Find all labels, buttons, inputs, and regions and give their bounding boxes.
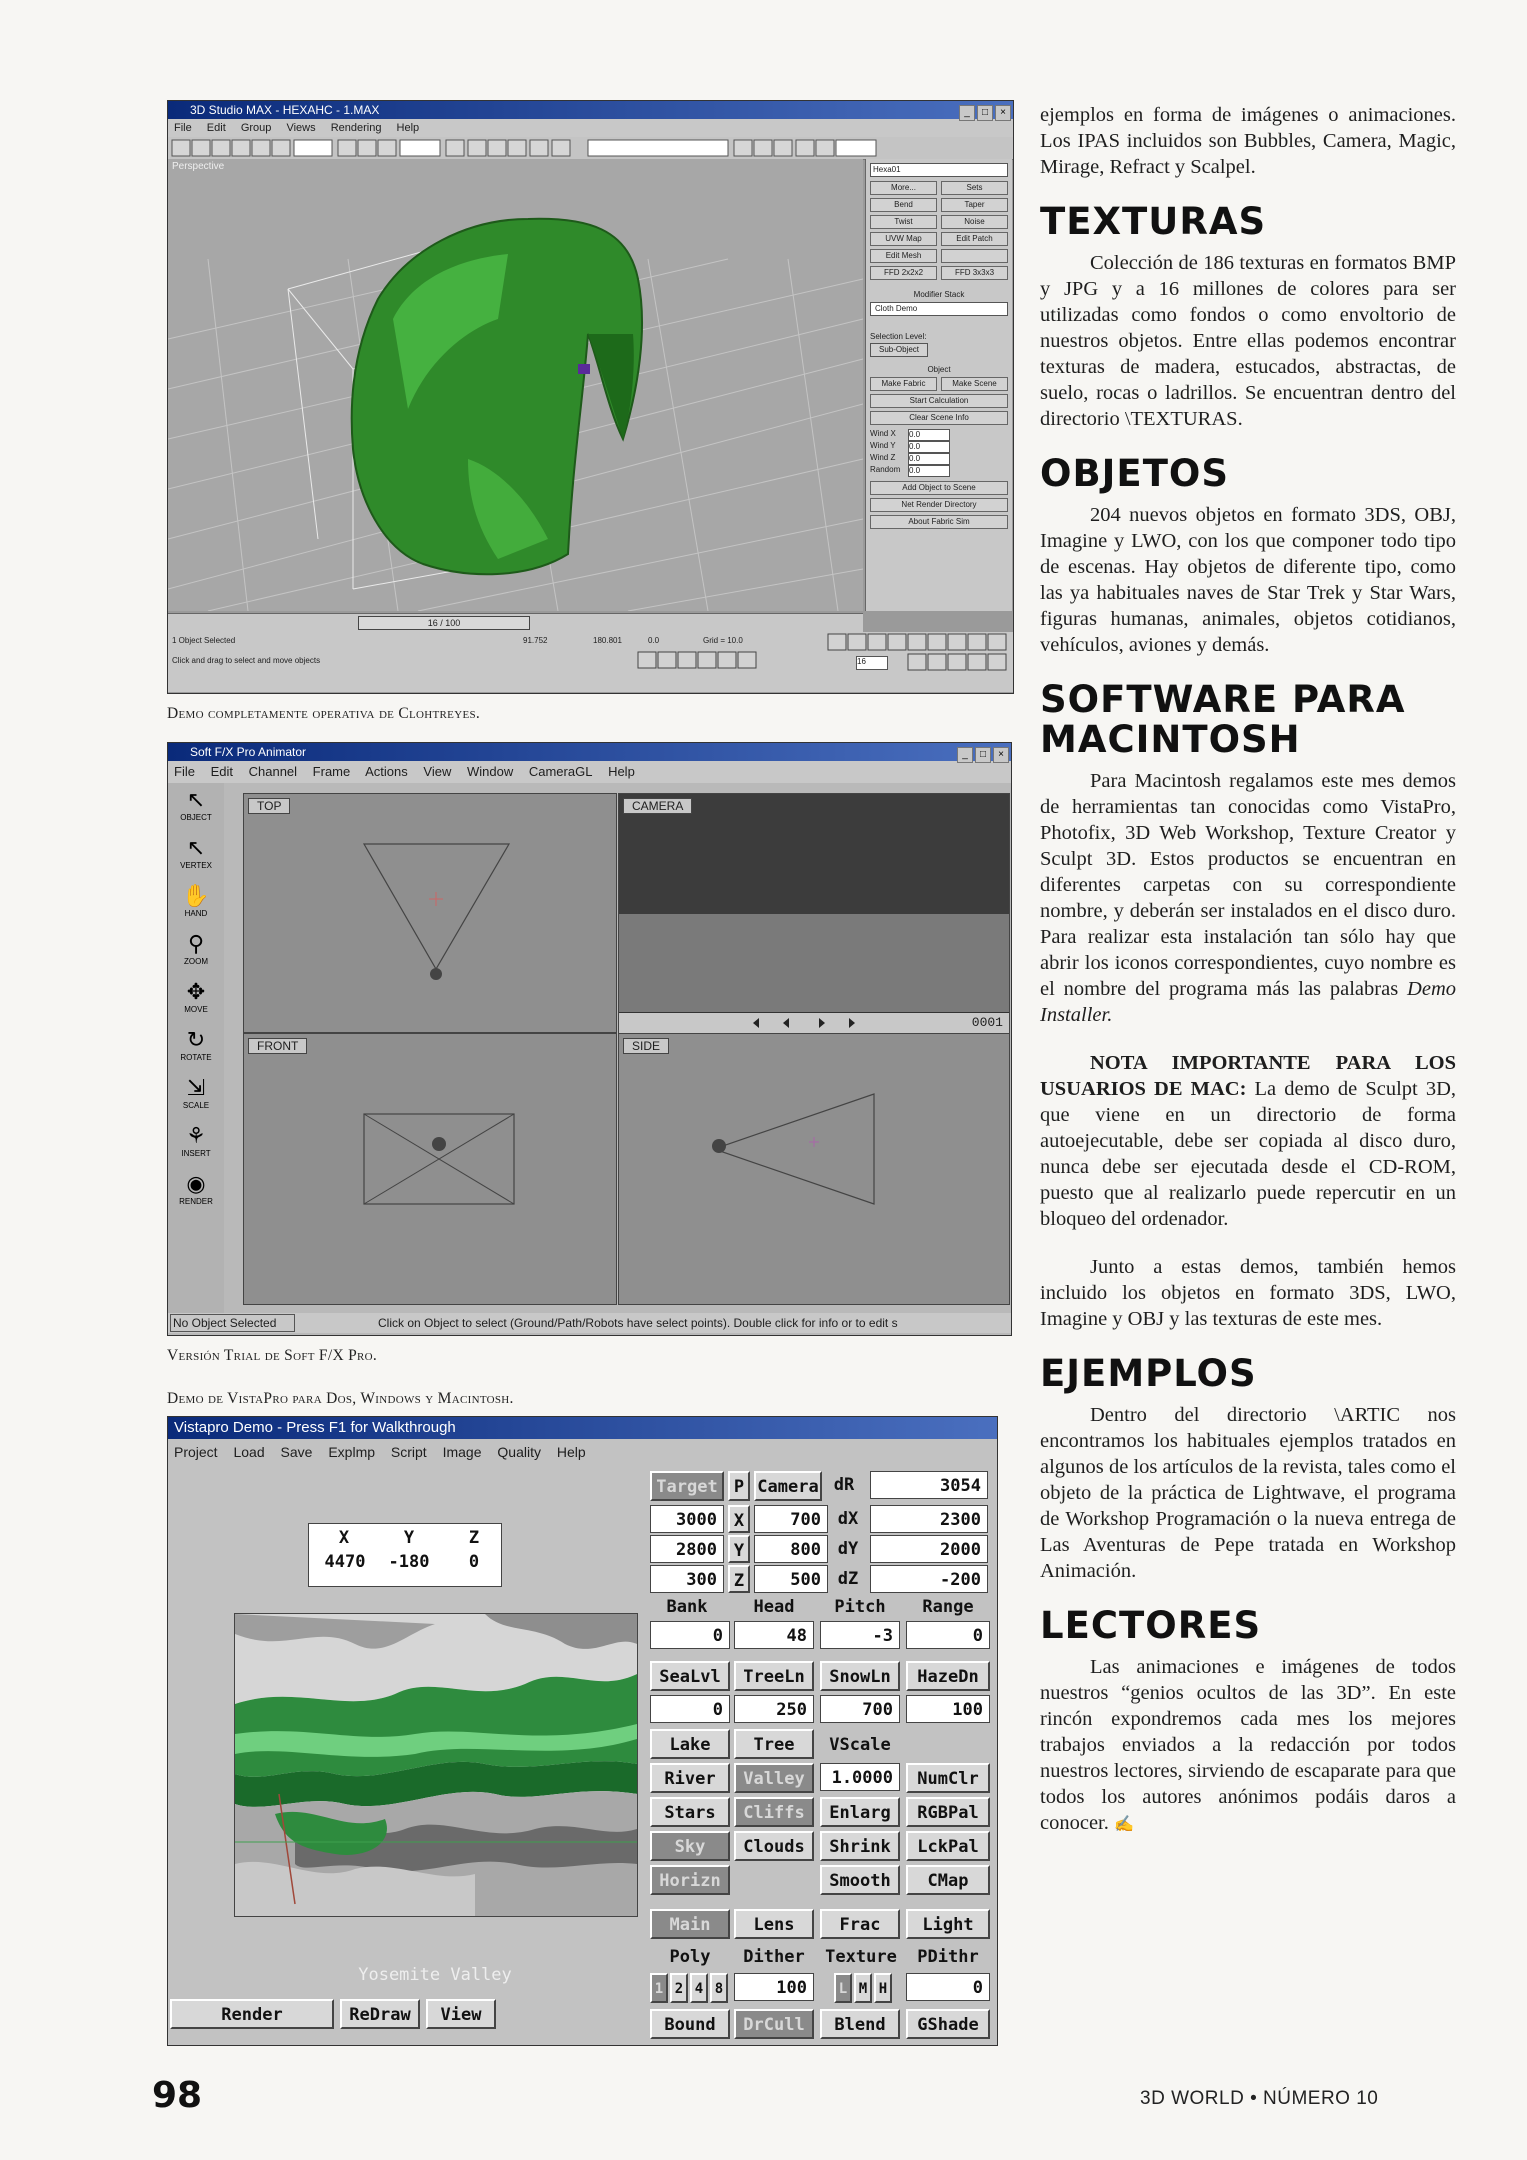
taper-button[interactable]: Taper xyxy=(941,198,1008,212)
coord-y: 180.801 xyxy=(593,636,622,645)
dx-value[interactable]: 2300 xyxy=(870,1505,988,1533)
tool-hand[interactable] xyxy=(168,883,224,918)
menu-project[interactable]: Project xyxy=(174,1444,218,1460)
softfx-menubar xyxy=(168,761,1011,783)
texturas-paragraph: Colección de 186 texturas en formatos BMP y JPG y a 16 millones de colores para ser utilizadas como fondos o como envoltorio de nuestros objetos. Entre ellas podemos encontrar texturas de madera, estucados, abstractas, de suelo, rocas o ladrillos. Se encuentran dentro del directorio \TEXTURAS. xyxy=(1040,252,1456,430)
menu-save[interactable]: Save xyxy=(280,1444,313,1460)
close-icon[interactable]: × xyxy=(995,105,1011,121)
lectores-text: Las animaciones e imágenes de todos nuestros “genios ocultos de las 3D”. En este rincón expondremos cada mes los mejores trabajos enviados a la redacción por todos nuestros lectores, sirviendo de escaparate para que todos los autores anónimos podáis daros a conocer. xyxy=(1040,1656,1456,1834)
sub-object-button[interactable]: Sub-Object xyxy=(870,343,928,357)
viewport-camera-label: CAMERA xyxy=(623,798,692,814)
bank-value[interactable]: 0 xyxy=(650,1621,730,1649)
studio-titlebar xyxy=(168,101,1013,119)
tool-move[interactable] xyxy=(168,979,224,1014)
valley-button[interactable]: Valley xyxy=(734,1763,814,1793)
dither-value[interactable]: 100 xyxy=(734,1973,814,2001)
tool-scale[interactable] xyxy=(168,1075,224,1110)
coord-x-value: 4470 xyxy=(324,1552,366,1572)
tool-object[interactable] xyxy=(168,787,224,822)
tool-label: HAND xyxy=(184,909,208,918)
ffd-3-button[interactable]: FFD 3x3x3 xyxy=(941,266,1008,280)
wind-x-field[interactable]: 0.0 xyxy=(908,429,950,441)
menu-rendering[interactable]: Rendering xyxy=(330,122,382,134)
heading-texturas: TEXTURAS xyxy=(1040,200,1267,243)
coord-x-label: X xyxy=(338,1528,350,1548)
random-label: Random xyxy=(870,465,901,474)
dz-value[interactable]: -200 xyxy=(870,1565,988,1593)
coord-z-value: 0 xyxy=(468,1552,480,1572)
softfx-screenshot xyxy=(167,742,1012,1336)
timeline-bar[interactable] xyxy=(619,1012,1009,1033)
vistapro-menubar xyxy=(168,1439,997,1465)
tree-button[interactable]: Tree xyxy=(734,1729,814,1759)
vscale-value[interactable]: 1.0000 xyxy=(820,1763,900,1791)
softfx-title: Soft F/X Pro Animator xyxy=(190,745,307,759)
wind-z-label: Wind Z xyxy=(870,453,896,462)
twist-button[interactable]: Twist xyxy=(870,215,937,229)
nota-body: La demo de Sculpt 3D, que viene en un directorio de forma autoejecutable, debe ser copiada al disco duro, nunca debe ser ejecutada desde el CD-ROM, puesto que al realizarlo puede repercutir en un bloqueo del ordenador. xyxy=(1040,1078,1456,1230)
frame-indicator[interactable]: 16 / 100 xyxy=(358,616,530,630)
menu-file[interactable]: File xyxy=(174,764,195,779)
camera-z-value[interactable]: 500 xyxy=(754,1565,828,1593)
insert-icon: ⚘ xyxy=(186,1123,206,1148)
random-field[interactable]: 0.0 xyxy=(908,465,950,477)
softfx-window-controls xyxy=(955,744,1009,763)
frame-counter: 0001 xyxy=(971,1015,1003,1030)
tool-vertex[interactable] xyxy=(168,835,224,870)
nota-paragraph xyxy=(1040,1050,1456,1232)
target-button[interactable]: Target xyxy=(650,1471,724,1501)
sealvl-value[interactable]: 0 xyxy=(650,1695,730,1723)
drcull-button[interactable]: DrCull xyxy=(734,2009,814,2039)
menu-views[interactable]: Views xyxy=(286,122,316,134)
dy-value[interactable]: 2000 xyxy=(870,1535,988,1563)
heading-objetos: OBJETOS xyxy=(1040,452,1230,495)
y-button[interactable]: Y xyxy=(728,1535,750,1563)
texture-h-button[interactable]: H xyxy=(874,1973,892,2003)
sealvl-button[interactable]: SeaLvl xyxy=(650,1661,730,1691)
demo-installer-text: Demo Installer. xyxy=(1040,978,1457,1026)
wind-params xyxy=(870,429,1008,477)
hazedn-value[interactable]: 100 xyxy=(906,1695,990,1723)
menu-help[interactable]: Help xyxy=(396,122,420,134)
treeln-button[interactable]: TreeLn xyxy=(734,1661,814,1691)
wind-x-label: Wind X xyxy=(870,429,896,438)
studio-screenshot xyxy=(167,100,1014,694)
snowln-value[interactable]: 700 xyxy=(820,1695,900,1723)
blend-button[interactable]: Blend xyxy=(820,2009,900,2039)
map-panel xyxy=(168,1465,648,2045)
tool-insert[interactable] xyxy=(168,1123,224,1158)
vistapro-title: Vistapro Demo - Press F1 for Walkthrough xyxy=(174,1419,456,1436)
dy-label: dY xyxy=(837,1539,859,1559)
ejemplos-paragraph: Dentro del directorio \ARTIC nos encontramos los habituales ejemplos tratados en algunos de los artículos de la revista, tales como el objeto de la práctica de Lightwave, el programa de Workshop Programación o la nueva entrega de Las Aventuras de Pepe tratada en Workshop Animación. xyxy=(1040,1404,1456,1582)
x-button[interactable]: X xyxy=(728,1505,750,1533)
target-x-value[interactable]: 3000 xyxy=(650,1505,724,1533)
view-button[interactable]: View xyxy=(426,1999,496,2029)
viewport-side[interactable] xyxy=(618,1033,1010,1305)
snowln-button[interactable]: SnowLn xyxy=(820,1661,900,1691)
coord-z: 0.0 xyxy=(648,636,660,645)
bound-button[interactable]: Bound xyxy=(650,2009,730,2039)
add-object-button[interactable]: Add Object to Scene xyxy=(870,481,1008,495)
edit-patch-button[interactable]: Edit Patch xyxy=(941,232,1008,246)
maximize-icon[interactable]: □ xyxy=(975,747,991,763)
side-view-camera xyxy=(619,1034,1009,1304)
viewport-front[interactable] xyxy=(243,1033,617,1305)
treeln-value[interactable]: 250 xyxy=(734,1695,814,1723)
hand-icon: ✋ xyxy=(182,883,210,908)
toolbox xyxy=(168,783,224,1313)
range-label: Range xyxy=(922,1597,974,1617)
horizn-button[interactable]: Horizn xyxy=(650,1865,730,1895)
ffd-2-button[interactable]: FFD 2x2x2 xyxy=(870,266,937,280)
tool-zoom[interactable] xyxy=(168,931,224,966)
minimize-icon[interactable]: _ xyxy=(957,747,973,763)
grid-size: Grid = 10.0 xyxy=(703,636,743,645)
cmap-button[interactable]: CMap xyxy=(906,1865,990,1895)
stars-button[interactable]: Stars xyxy=(650,1797,730,1827)
start-calculation-button[interactable]: Start Calculation xyxy=(870,394,1008,408)
poly-8-button[interactable]: 8 xyxy=(710,1973,728,2003)
bend-button[interactable]: Bend xyxy=(870,198,937,212)
menu-load[interactable]: Load xyxy=(233,1444,265,1460)
menu-script[interactable]: Script xyxy=(390,1444,427,1460)
status-selection: No Object Selected xyxy=(170,1314,295,1332)
vertex-arrow-icon: ↖ xyxy=(186,835,206,860)
lckpal-button[interactable]: LckPal xyxy=(906,1831,990,1861)
status-prompt: Click and drag to select and move objects xyxy=(172,656,321,665)
smooth-button[interactable]: Smooth xyxy=(820,1865,900,1895)
head-label: Head xyxy=(753,1597,795,1617)
front-view-camera xyxy=(244,1034,616,1304)
playback-controls[interactable] xyxy=(168,632,1013,692)
texture-l-button[interactable]: L xyxy=(834,1973,852,2003)
dr-value[interactable]: 3054 xyxy=(870,1471,988,1499)
sky-button[interactable]: Sky xyxy=(650,1831,730,1861)
bank-label: Bank xyxy=(666,1597,708,1617)
studio-title: 3D Studio MAX - HEXAHC - 1.MAX xyxy=(190,103,380,117)
vistapro-titlebar xyxy=(168,1417,997,1439)
heading-lectores: LECTORES xyxy=(1040,1604,1262,1647)
viewport-camera[interactable] xyxy=(618,793,1010,1033)
magazine-footer: 3D WORLD • NÚMERO 10 xyxy=(1140,2088,1379,2109)
light-button[interactable]: Light xyxy=(906,1909,990,1939)
menu-edit[interactable]: Edit xyxy=(210,764,233,779)
intro-paragraph: ejemplos en forma de imágenes o animaciones. Los IPAS incluidos son Bubbles, Camera, Magic, Mirage, Refract y Scalpel. xyxy=(1040,104,1456,178)
minimize-icon[interactable]: _ xyxy=(959,105,975,121)
main-button[interactable]: Main xyxy=(650,1909,730,1939)
about-button[interactable]: About Fabric Sim xyxy=(870,515,1008,529)
wind-y-label: Wind Y xyxy=(870,441,896,450)
rgbpal-button[interactable]: RGBPal xyxy=(906,1797,990,1827)
clouds-button[interactable]: Clouds xyxy=(734,1831,814,1861)
playback-icons[interactable] xyxy=(749,1013,1009,1033)
render-icon: ◉ xyxy=(186,1171,206,1196)
command-panel xyxy=(865,159,1012,611)
magnifier-icon: ⚲ xyxy=(187,931,205,956)
move-icon: ✥ xyxy=(186,979,206,1004)
empty-button[interactable] xyxy=(941,249,1008,263)
more-button[interactable]: More... xyxy=(870,181,937,195)
vistapro-screenshot xyxy=(167,1416,998,2046)
nota-title: NOTA IMPORTANTE PARA LOS USUARIOS DE MAC: xyxy=(1040,1052,1456,1100)
map-location-label: Yosemite Valley xyxy=(358,1965,512,1985)
sets-button[interactable]: Sets xyxy=(941,181,1008,195)
heading-ejemplos: EJEMPLOS xyxy=(1040,1352,1257,1395)
target-z-value[interactable]: 300 xyxy=(650,1565,724,1593)
menu-quality[interactable]: Quality xyxy=(497,1444,541,1460)
lens-button[interactable]: Lens xyxy=(734,1909,814,1939)
studio-toolbar xyxy=(168,137,1013,160)
wind-y-field[interactable]: 0.0 xyxy=(908,441,950,453)
pdithr-value[interactable]: 0 xyxy=(906,1973,990,2001)
tool-label: ROTATE xyxy=(180,1053,212,1062)
menu-help[interactable]: Help xyxy=(556,1444,586,1460)
edit-mesh-button[interactable]: Edit Mesh xyxy=(870,249,937,263)
redraw-button[interactable]: ReDraw xyxy=(340,1999,420,2029)
heading-macintosh: SOFTWARE PARA MACINTOSH xyxy=(1040,678,1406,761)
selection-level-label: Selection Level: xyxy=(870,332,927,341)
numclr-button[interactable]: NumClr xyxy=(906,1763,990,1793)
menu-channel[interactable]: Channel xyxy=(248,764,298,779)
object-name-field[interactable]: Hexa01 xyxy=(870,163,1008,177)
viewport-top[interactable] xyxy=(243,793,617,1033)
status-bar xyxy=(168,632,1013,692)
terrain-map[interactable] xyxy=(234,1613,638,1917)
p-button[interactable]: P xyxy=(728,1471,750,1501)
caption-vistapro: Demo de VistaPro para Dos, Windows y Macintosh. xyxy=(167,1390,514,1407)
menu-window[interactable]: Window xyxy=(466,764,514,779)
rotate-icon: ↻ xyxy=(186,1027,206,1052)
shrink-button[interactable]: Shrink xyxy=(820,1831,900,1861)
macintosh-text: Para Macintosh regalamos este mes demos de herramientas tan conocidas como VistaPro, Photofix, 3D Web Workshop, Texture Creator y Sculpt 3D. Estos productos se encuentran en diferentes carpetas con su correspondiente nombre, y deberán ser instalados en el disco duro. Para realizar esta instalación tan sólo hay que abrir los iconos correspondientes, cuyo nombre es el nombre del programa más las palabras xyxy=(1040,770,1456,1000)
vscale-label: VScale xyxy=(829,1735,891,1755)
perspective-viewport[interactable] xyxy=(168,159,863,611)
menu-help[interactable]: Help xyxy=(608,764,635,779)
menu-actions[interactable]: Actions xyxy=(365,764,408,779)
top-view-camera xyxy=(244,794,616,1032)
cliffs-button[interactable]: Cliffs xyxy=(734,1797,814,1827)
macintosh-paragraph xyxy=(1040,768,1456,1028)
caption-studio: Demo completamente operativa de Clohtreyes. xyxy=(167,705,481,722)
control-panel xyxy=(648,1465,997,2045)
menu-explmp[interactable]: Explmp xyxy=(328,1444,376,1460)
menu-image[interactable]: Image xyxy=(442,1444,482,1460)
lectores-paragraph xyxy=(1040,1654,1456,1838)
coord-y-label: Y xyxy=(403,1528,415,1548)
poly-4-button[interactable]: 4 xyxy=(690,1973,708,2003)
dr-label: dR xyxy=(833,1475,855,1495)
maximize-icon[interactable]: □ xyxy=(977,105,993,121)
tool-label: INSERT xyxy=(181,1149,211,1158)
close-icon[interactable]: × xyxy=(993,747,1009,763)
noise-button[interactable]: Noise xyxy=(941,215,1008,229)
menu-cameragl[interactable]: CameraGL xyxy=(528,764,593,779)
camera-y-value[interactable]: 800 xyxy=(754,1535,828,1563)
dither-label: Dither xyxy=(743,1947,805,1967)
tool-label: OBJECT xyxy=(180,813,212,822)
tool-label: ZOOM xyxy=(184,957,208,966)
menu-group[interactable]: Group xyxy=(240,122,272,134)
studio-menubar xyxy=(168,119,1013,137)
pitch-value[interactable]: -3 xyxy=(820,1621,900,1649)
viewport-label: Perspective xyxy=(172,161,225,172)
frac-button[interactable]: Frac xyxy=(820,1909,900,1939)
menu-frame[interactable]: Frame xyxy=(312,764,351,779)
tool-label: VERTEX xyxy=(180,861,212,870)
viewport-side-label: SIDE xyxy=(623,1038,669,1054)
article-column xyxy=(1040,102,1456,1860)
hazedn-button[interactable]: HazeDn xyxy=(906,1661,990,1691)
render-button[interactable]: Render xyxy=(170,1999,334,2029)
poly-label: Poly xyxy=(669,1947,711,1967)
tool-label: SCALE xyxy=(182,1101,210,1110)
menu-view[interactable]: View xyxy=(423,764,452,779)
tool-label: RENDER xyxy=(179,1197,213,1206)
cloth-scene xyxy=(168,159,863,611)
objetos-paragraph: 204 nuevos objetos en formato 3DS, OBJ, Imagine y LWO, con los que componer todo tipo de escenas. Hay objetos de diferente tipo, como las ya habituales naves de Star Trek y Star Wars, figuras humanas, animales, objetos cotidianos, vehículos, aviones y demás. xyxy=(1040,504,1456,656)
pdithr-label: PDithr xyxy=(917,1947,979,1967)
scale-icon: ⇲ xyxy=(186,1075,206,1100)
toolbar-icons[interactable] xyxy=(168,137,1013,159)
menu-file[interactable]: File xyxy=(174,122,192,134)
softfx-statusbar xyxy=(168,1313,1011,1333)
camera-x-value[interactable]: 700 xyxy=(754,1505,828,1533)
coord-z-label: Z xyxy=(468,1528,480,1548)
coord-y-value: -180 xyxy=(388,1552,430,1572)
enlarg-button[interactable]: Enlarg xyxy=(820,1797,900,1827)
head-value[interactable]: 48 xyxy=(734,1621,814,1649)
make-fabric-button[interactable]: Make Fabric xyxy=(870,377,937,391)
camera-button[interactable]: Camera xyxy=(754,1471,822,1501)
poly-1-button[interactable]: 1 xyxy=(650,1973,668,2003)
dz-label: dZ xyxy=(837,1569,859,1589)
tool-render[interactable] xyxy=(168,1171,224,1206)
net-render-button[interactable]: Net Render Directory xyxy=(870,498,1008,512)
status-selection: 1 Object Selected xyxy=(172,636,236,645)
stack-dropdown[interactable]: Cloth Demo xyxy=(870,302,1008,316)
modifier-stack-label: Modifier Stack xyxy=(913,290,965,299)
status-help: Click on Object to select (Ground/Path/Robots have select points). Double click for info or to edit s xyxy=(378,1316,898,1330)
junto-paragraph: Junto a estas demos, también hemos incluido los objetos en formato 3DS, LWO, Imagine y OBJ y las texturas de este mes. xyxy=(1040,1256,1456,1330)
coord-x: 91.752 xyxy=(523,636,548,645)
wind-z-field[interactable]: 0.0 xyxy=(908,453,950,465)
texture-label: Texture xyxy=(825,1947,897,1967)
menu-edit[interactable]: Edit xyxy=(206,122,226,134)
dx-label: dX xyxy=(837,1509,859,1529)
pen-icon: ✍ xyxy=(1114,1816,1134,1833)
river-button[interactable]: River xyxy=(650,1763,730,1793)
uvw-map-button[interactable]: UVW Map xyxy=(870,232,937,246)
texture-m-button[interactable]: M xyxy=(854,1973,872,2003)
time-slider[interactable] xyxy=(168,613,863,632)
viewport-front-label: FRONT xyxy=(248,1038,307,1054)
tool-label: MOVE xyxy=(184,1005,208,1014)
poly-2-button[interactable]: 2 xyxy=(670,1973,688,2003)
frame-field[interactable]: 16 xyxy=(856,656,888,670)
caption-softfx: Versión Trial de Soft F/X Pro. xyxy=(167,1347,378,1364)
range-value[interactable]: 0 xyxy=(906,1621,990,1649)
gshade-button[interactable]: GShade xyxy=(906,2009,990,2039)
coord-box xyxy=(308,1523,502,1587)
page-number: 98 xyxy=(152,2075,203,2116)
viewport-top-label: TOP xyxy=(248,798,290,814)
lake-button[interactable]: Lake xyxy=(650,1729,730,1759)
window-controls xyxy=(957,102,1011,121)
pitch-label: Pitch xyxy=(834,1597,886,1617)
softfx-titlebar xyxy=(168,743,1011,761)
object-section-label: Object xyxy=(927,365,951,374)
arrow-icon: ↖ xyxy=(186,787,206,812)
clear-scene-button[interactable]: Clear Scene Info xyxy=(870,411,1008,425)
z-button[interactable]: Z xyxy=(728,1565,750,1593)
make-scene-button[interactable]: Make Scene xyxy=(941,377,1008,391)
target-y-value[interactable]: 2800 xyxy=(650,1535,724,1563)
tool-rotate[interactable] xyxy=(168,1027,224,1062)
